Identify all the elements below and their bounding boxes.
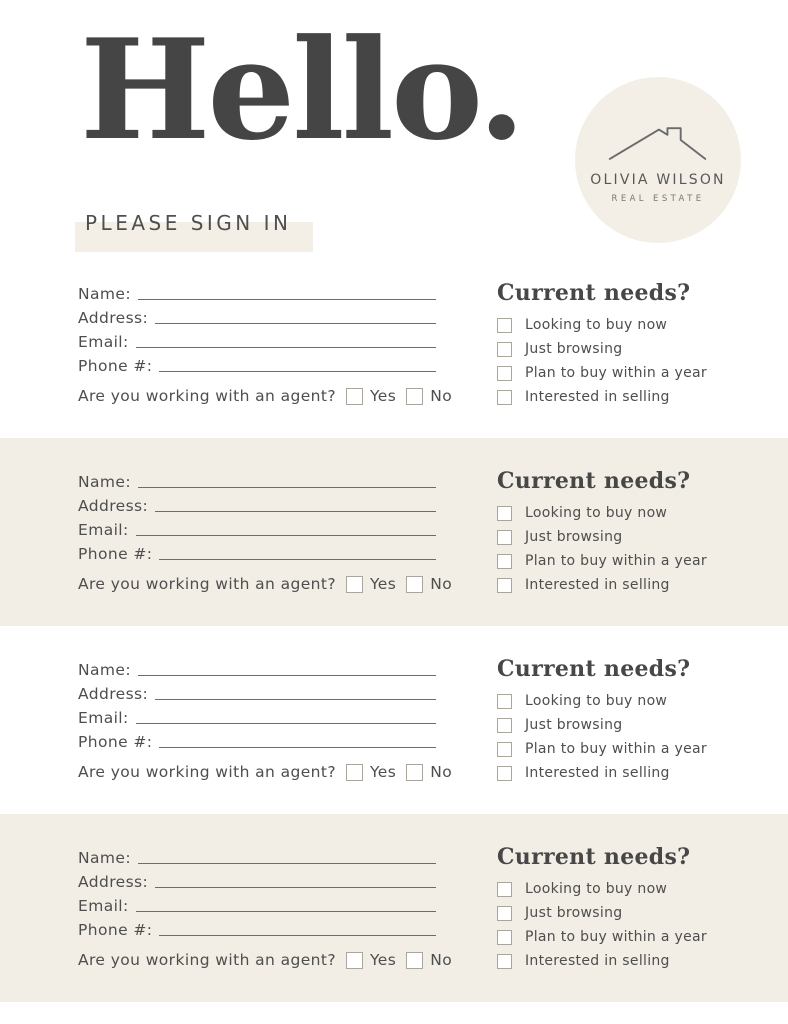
address-field-row [78, 304, 436, 328]
agent-no-label: No [430, 387, 453, 405]
email-input-line[interactable] [136, 723, 436, 724]
current-needs-column [497, 280, 737, 438]
need-row-buy-within-year [497, 929, 737, 945]
browsing-label: Just browsing [525, 341, 623, 357]
logo-company-name: OLIVIA WILSON [590, 172, 726, 188]
buy-now-label: Looking to buy now [525, 505, 668, 521]
selling-label: Interested in selling [525, 953, 670, 969]
buy-within-year-checkbox[interactable] [497, 554, 512, 569]
email-field-row [78, 892, 436, 916]
phone-label: Phone #: [78, 545, 153, 563]
name-field-row [78, 280, 436, 304]
guest-info-column [78, 656, 453, 814]
phone-input-line[interactable] [159, 559, 436, 560]
agent-yes-checkbox[interactable] [346, 388, 363, 405]
address-field-row [78, 868, 436, 892]
guest-info-column [78, 280, 453, 438]
email-label: Email: [78, 897, 129, 915]
sheet-header [0, 0, 788, 250]
name-input-line[interactable] [138, 487, 436, 488]
buy-within-year-label: Plan to buy within a year [525, 929, 707, 945]
agent-question-row [78, 951, 453, 969]
subtitle: PLEASE SIGN IN [85, 211, 292, 235]
current-needs-column [497, 844, 737, 1002]
need-row-browsing [497, 341, 737, 357]
browsing-label: Just browsing [525, 905, 623, 921]
buy-now-label: Looking to buy now [525, 693, 668, 709]
need-row-selling [497, 389, 737, 405]
name-input-line[interactable] [138, 863, 436, 864]
agent-yes-label: Yes [369, 575, 397, 593]
email-input-line[interactable] [136, 347, 436, 348]
sign-in-rows [0, 250, 788, 1002]
need-row-buy-within-year [497, 741, 737, 757]
buy-within-year-checkbox[interactable] [497, 742, 512, 757]
agent-no-checkbox[interactable] [406, 388, 423, 405]
need-row-buy-within-year [497, 365, 737, 381]
address-input-line[interactable] [155, 323, 436, 324]
address-field-row [78, 492, 436, 516]
buy-now-checkbox[interactable] [497, 694, 512, 709]
page-title: Hello. [80, 8, 523, 171]
sign-in-section [0, 438, 788, 626]
company-logo [575, 77, 741, 243]
browsing-checkbox[interactable] [497, 342, 512, 357]
agent-no-label: No [430, 763, 453, 781]
agent-question-label: Are you working with an agent? [78, 951, 336, 969]
sign-in-section [0, 814, 788, 1002]
house-roof-icon [606, 116, 710, 172]
agent-question-row [78, 387, 453, 405]
email-label: Email: [78, 333, 129, 351]
selling-label: Interested in selling [525, 389, 670, 405]
email-label: Email: [78, 709, 129, 727]
need-row-selling [497, 953, 737, 969]
name-field-row [78, 656, 436, 680]
name-field-row [78, 468, 436, 492]
current-needs-heading: Current needs? [497, 280, 691, 306]
selling-label: Interested in selling [525, 577, 670, 593]
agent-question-row [78, 763, 453, 781]
agent-yes-checkbox[interactable] [346, 764, 363, 781]
need-row-buy-now [497, 317, 737, 333]
logo-tagline: REAL ESTATE [611, 194, 705, 204]
selling-checkbox[interactable] [497, 766, 512, 781]
agent-yes-checkbox[interactable] [346, 952, 363, 969]
buy-now-label: Looking to buy now [525, 317, 668, 333]
need-row-browsing [497, 717, 737, 733]
need-row-selling [497, 765, 737, 781]
email-field-row [78, 516, 436, 540]
buy-within-year-label: Plan to buy within a year [525, 553, 707, 569]
agent-question-row [78, 575, 453, 593]
need-row-buy-now [497, 505, 737, 521]
browsing-label: Just browsing [525, 717, 623, 733]
email-input-line[interactable] [136, 535, 436, 536]
phone-input-line[interactable] [159, 371, 436, 372]
phone-label: Phone #: [78, 921, 153, 939]
guest-info-column [78, 468, 453, 626]
buy-within-year-checkbox[interactable] [497, 930, 512, 945]
sign-in-section [0, 626, 788, 814]
current-needs-column [497, 468, 737, 626]
address-label: Address: [78, 873, 149, 891]
phone-field-row [78, 728, 436, 752]
email-field-row [78, 704, 436, 728]
address-input-line[interactable] [155, 887, 436, 888]
address-label: Address: [78, 309, 149, 327]
email-input-line[interactable] [136, 911, 436, 912]
agent-yes-label: Yes [369, 951, 397, 969]
phone-field-row [78, 540, 436, 564]
name-label: Name: [78, 285, 131, 303]
guest-info-column [78, 844, 453, 1002]
agent-no-label: No [430, 951, 453, 969]
agent-yes-label: Yes [369, 763, 397, 781]
need-row-browsing [497, 529, 737, 545]
agent-question-label: Are you working with an agent? [78, 387, 336, 405]
agent-question-label: Are you working with an agent? [78, 763, 336, 781]
address-label: Address: [78, 685, 149, 703]
need-row-selling [497, 577, 737, 593]
address-input-line[interactable] [155, 699, 436, 700]
address-input-line[interactable] [155, 511, 436, 512]
agent-no-label: No [430, 575, 453, 593]
email-label: Email: [78, 521, 129, 539]
need-row-buy-now [497, 881, 737, 897]
address-field-row [78, 680, 436, 704]
selling-checkbox[interactable] [497, 578, 512, 593]
name-label: Name: [78, 473, 131, 491]
name-input-line[interactable] [138, 675, 436, 676]
selling-label: Interested in selling [525, 765, 670, 781]
need-row-browsing [497, 905, 737, 921]
current-needs-heading: Current needs? [497, 468, 691, 494]
agent-no-checkbox[interactable] [406, 952, 423, 969]
phone-input-line[interactable] [159, 935, 436, 936]
agent-yes-label: Yes [369, 387, 397, 405]
browsing-checkbox[interactable] [497, 530, 512, 545]
phone-field-row [78, 916, 436, 940]
name-label: Name: [78, 661, 131, 679]
buy-now-checkbox[interactable] [497, 882, 512, 897]
need-row-buy-now [497, 693, 737, 709]
agent-no-checkbox[interactable] [406, 576, 423, 593]
buy-within-year-label: Plan to buy within a year [525, 365, 707, 381]
agent-no-checkbox[interactable] [406, 764, 423, 781]
name-field-row [78, 844, 436, 868]
browsing-checkbox[interactable] [497, 718, 512, 733]
agent-yes-checkbox[interactable] [346, 576, 363, 593]
browsing-checkbox[interactable] [497, 906, 512, 921]
sign-in-section [0, 250, 788, 438]
buy-now-checkbox[interactable] [497, 506, 512, 521]
current-needs-heading: Current needs? [497, 656, 691, 682]
browsing-label: Just browsing [525, 529, 623, 545]
phone-label: Phone #: [78, 733, 153, 751]
selling-checkbox[interactable] [497, 390, 512, 405]
address-label: Address: [78, 497, 149, 515]
buy-now-checkbox[interactable] [497, 318, 512, 333]
email-field-row [78, 328, 436, 352]
selling-checkbox[interactable] [497, 954, 512, 969]
current-needs-heading: Current needs? [497, 844, 691, 870]
current-needs-column [497, 656, 737, 814]
phone-label: Phone #: [78, 357, 153, 375]
need-row-buy-within-year [497, 553, 737, 569]
name-label: Name: [78, 849, 131, 867]
buy-within-year-label: Plan to buy within a year [525, 741, 707, 757]
buy-within-year-checkbox[interactable] [497, 366, 512, 381]
phone-field-row [78, 352, 436, 376]
agent-question-label: Are you working with an agent? [78, 575, 336, 593]
phone-input-line[interactable] [159, 747, 436, 748]
buy-now-label: Looking to buy now [525, 881, 668, 897]
name-input-line[interactable] [138, 299, 436, 300]
